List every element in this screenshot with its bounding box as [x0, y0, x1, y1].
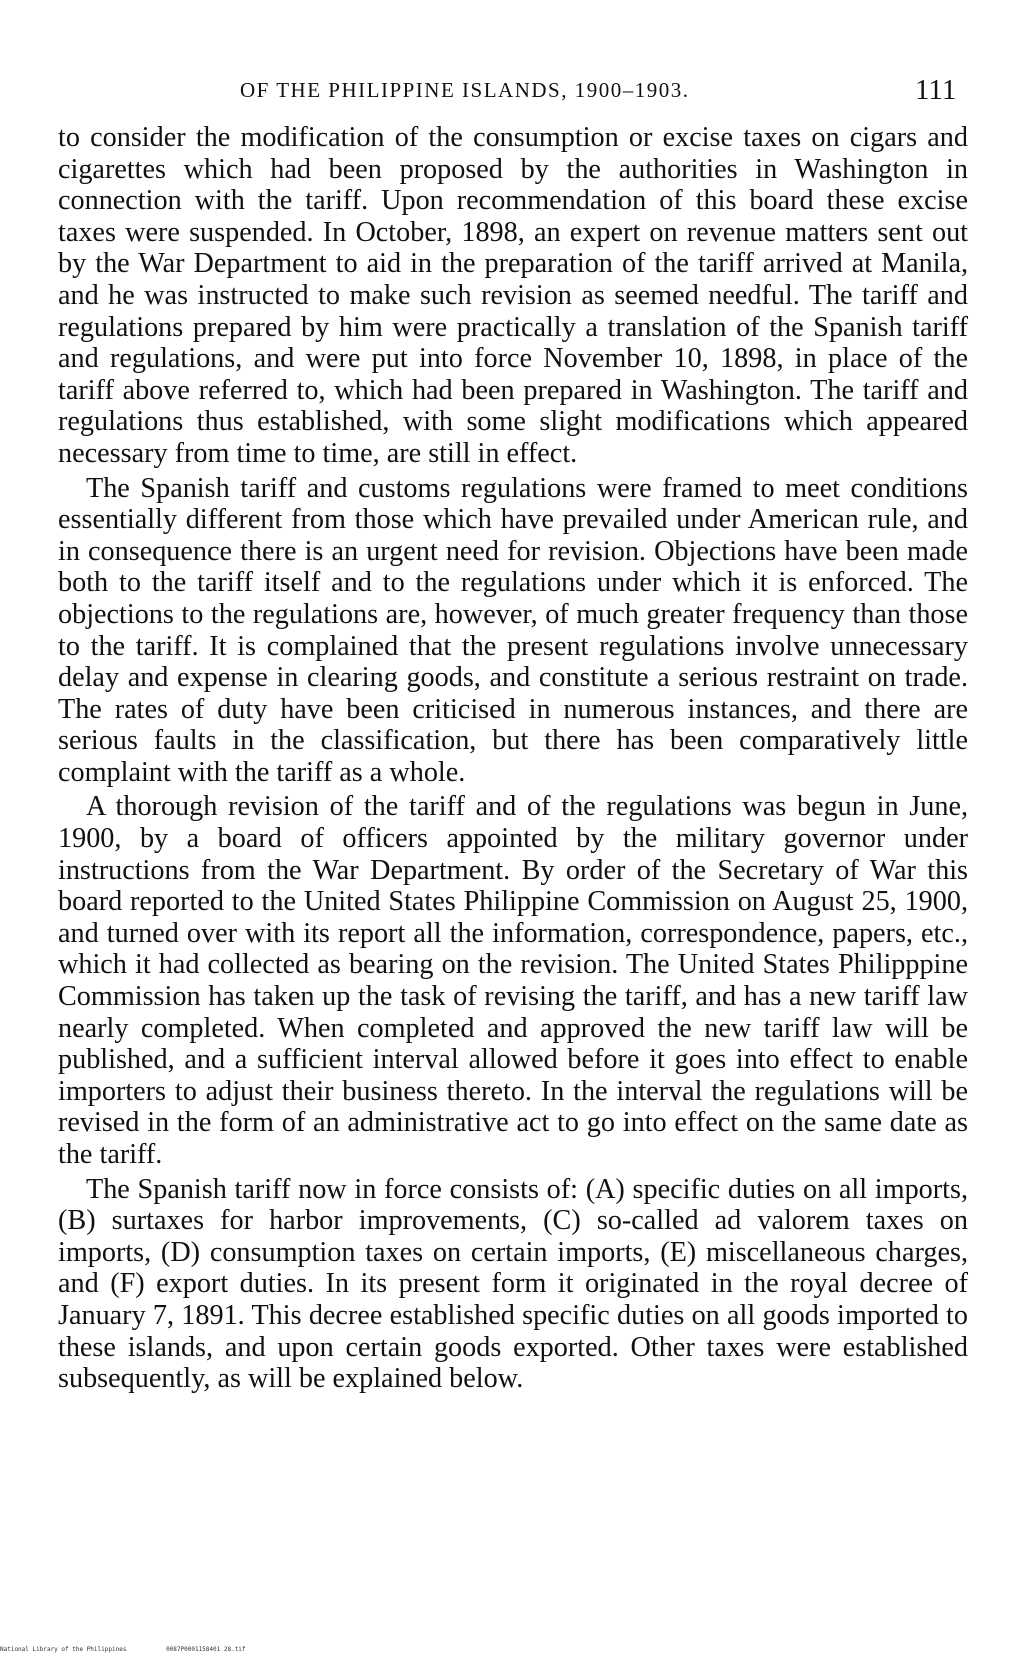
page-number: 111: [915, 74, 957, 106]
paragraph-1: to consider the modification of the consumption or excise taxes on cigars and cigarettes which had been proposed by the authorities in Washington in connection with the tariff. Upon recommendation of this board these excise taxes were suspended. In October, 1898, an expert on revenue matters sent out by the War Department to aid in the preparation of the tariff arrived at Manila, and he was instructed to make such revision as seemed needful. The tariff and regulations prepared by him were practically a translation of the Spanish tariff and regulations, and were put into force November 10, 1898, in place of the tariff above referred to, which had been prepared in Washington. The tariff and regulations thus established, with some slight modifications which appeared necessary from time to time, are still in effect.: [58, 122, 968, 469]
body-text: [58, 122, 968, 1398]
scan-footer: [0, 1646, 282, 1653]
running-head: OF THE PHILIPPINE ISLANDS, 1900–1903.: [240, 78, 690, 102]
paragraph-4: The Spanish tariff now in force consists of: (A) specific duties on all imports, (B) surtaxes for harbor improvements, (C) so-called ad valorem taxes on imports, (D) consumption taxes on certain imports, (E) miscellaneous charges, and (F) export duties. In its present form it originated in the royal decree of January 7, 1891. This decree established specific duties on all goods imported to these islands, and upon certain goods exported. Other taxes were established subsequently, as will be explained below.: [58, 1173, 968, 1395]
paragraph-2: The Spanish tariff and customs regulations were framed to meet conditions essentially different from those which have prevailed under American rule, and in consequence there is an urgent need for revision. Objections have been made both to the tariff itself and to the regulations under which it is enforced. The objections to the regulations are, however, of much greater frequency than those to the tariff. It is complained that the present regulations involve unnecessary delay and expense in clearing goods, and constitute a serious restraint on trade. The rates of duty have been criticised in numerous instances, and there are serious faults in the classification, but there has been comparatively little complaint with the tariff as a whole.: [58, 472, 968, 788]
page-header: [0, 74, 1022, 118]
scan-filename: 0087P0001158401 28.tif: [166, 1646, 246, 1653]
library-credit: National Library of the Philippines: [0, 1646, 127, 1653]
paragraph-3: A thorough revision of the tariff and of the regulations was begun in June, 1900, by a board of officers appointed by the military governor under instructions from the War Department. By order of the Secretary of War this board reported to the United States Philippine Commission on August 25, 1900, and turned over with its report all the information, correspondence, papers, etc., which it had collected as bearing on the revision. The United States Philipppine Commission has taken up the task of revising the tariff, and has a new tariff law nearly completed. When completed and approved the new tariff law will be published, and a sufficient interval allowed before it goes into effect to enable importers to adjust their business thereto. In the interval the regulations will be revised in the form of an administrative act to go into effect on the same date as the tariff.: [58, 791, 968, 1170]
